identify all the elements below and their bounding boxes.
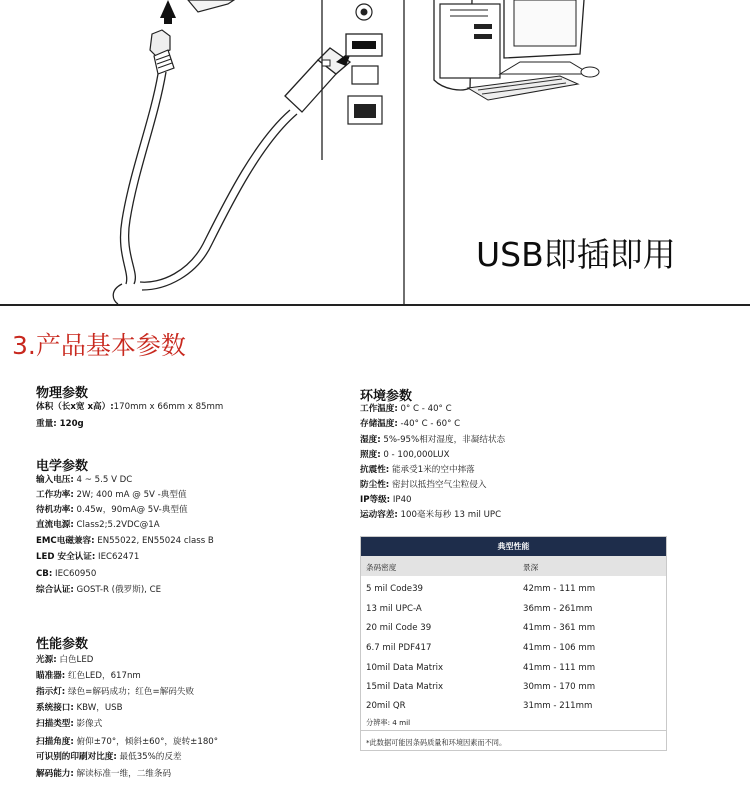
param-key: 直流电源: (36, 520, 74, 530)
table-row (361, 678, 666, 697)
param-key: 瞄准器: (36, 671, 66, 681)
environment-param-item (360, 451, 449, 460)
environment-param-item (360, 436, 505, 445)
param-value: 0.45w，90mA@ 5V-典型值 (73, 505, 188, 515)
density-cell: 13 mil UPC-A (366, 604, 422, 614)
performance-param-item (36, 720, 102, 729)
usb-plug-graphic (285, 48, 350, 112)
param-key: EMC电磁兼容: (36, 536, 95, 546)
environment-params-title: 环境参数 (360, 389, 413, 404)
footnote: *此数据可能因条码质量和环境因素而不同。 (366, 738, 507, 747)
column-header-depth: 景深 (523, 563, 539, 572)
param-key: CB: (36, 569, 53, 579)
depth-cell: 41mm - 361 mm (523, 623, 596, 633)
performance-params-title: 性能参数 (36, 637, 89, 652)
cable-graphic (113, 72, 297, 304)
param-value: 红色LED，617nm (65, 671, 141, 681)
environment-param-item (360, 511, 501, 520)
electrical-param-item (36, 476, 132, 485)
table-row (361, 697, 666, 716)
param-value: IEC60950 (52, 569, 97, 579)
param-value: IP40 (390, 495, 412, 505)
param-key: 运动容差: (360, 510, 398, 520)
param-value: Class2;5.2VDC@1A (73, 520, 160, 530)
table-row (361, 619, 666, 638)
electrical-param-item (36, 586, 161, 595)
environment-param-item (360, 420, 460, 429)
environment-param-item (360, 466, 475, 475)
param-value: 密封以抵挡空气尘粒侵入 (389, 480, 487, 490)
performance-param-item (36, 704, 123, 713)
performance-param-item (36, 688, 194, 697)
environment-param-item (360, 496, 412, 505)
depth-cell: 30mm - 170 mm (523, 682, 596, 692)
param-value: 5%-95%相对湿度，非凝结状态 (380, 435, 506, 445)
param-value: -40° C - 60° C (397, 419, 461, 429)
density-cell: 15mil Data Matrix (366, 682, 444, 692)
param-key: 体积（长x宽 x高）: (36, 402, 114, 412)
performance-param-item (36, 770, 171, 779)
pc-back-panel (322, 0, 404, 304)
electrical-param-item (36, 570, 96, 579)
param-value: 100毫米每秒 13 mil UPC (397, 510, 502, 520)
table-header-row (361, 556, 666, 576)
param-key: 解码能力: (36, 769, 74, 779)
table-row (361, 639, 666, 658)
table-row (361, 580, 666, 599)
param-key: 抗震性: (360, 465, 390, 475)
plug-in-arrow-icon (160, 0, 176, 24)
param-key: LED 安全认证: (36, 552, 96, 562)
param-value: 能承受1米的空中摔落 (389, 465, 475, 475)
param-key: 可识别的印刷对比度: (36, 752, 117, 762)
param-value: 绿色=解码成功；红色=解码失败 (65, 687, 195, 697)
param-value: 170mm x 66mm x 85mm (113, 402, 224, 412)
param-key: 工作温度: (360, 404, 398, 414)
environment-param-item (360, 405, 452, 414)
table-title: 典型性能 (361, 537, 666, 556)
param-key: 照度: (360, 450, 381, 460)
performance-param-item (36, 656, 93, 665)
param-value: 4 ~ 5.5 V DC (73, 475, 133, 485)
performance-param-item (36, 672, 141, 681)
param-value: 0° C - 40° C (397, 404, 452, 414)
electrical-param-item (36, 537, 214, 546)
typical-performance-table (360, 536, 667, 751)
param-key: IP等级: (360, 495, 391, 505)
depth-cell: 41mm - 106 mm (523, 643, 596, 653)
rj-connector-graphic (150, 30, 174, 74)
depth-cell: 42mm - 111 mm (523, 584, 596, 594)
environment-param-item (360, 481, 486, 490)
param-key: 光源: (36, 655, 57, 665)
depth-cell: 36mm - 261mm (523, 604, 593, 614)
section-heading: 3.产品基本参数 (12, 331, 186, 360)
param-value: KBW，USB (73, 703, 123, 713)
performance-param-item (36, 738, 218, 747)
param-key: 扫描类型: (36, 719, 74, 729)
param-value: 2W; 400 mA @ 5V -典型值 (73, 490, 187, 500)
physical-param-item (36, 420, 84, 429)
table-row (361, 659, 666, 678)
param-key: 扫描角度: (36, 737, 74, 747)
param-key: 存储温度: (360, 419, 398, 429)
column-header-density: 条码密度 (366, 563, 397, 572)
param-value: 0 - 100,000LUX (380, 450, 450, 460)
section-divider (0, 304, 750, 306)
param-key: 湿度: (360, 435, 381, 445)
param-key: 防尘性: (360, 480, 390, 490)
table-row (361, 600, 666, 619)
param-value: 白色LED (56, 655, 94, 665)
depth-cell: 41mm - 111 mm (523, 663, 596, 673)
electrical-param-item (36, 521, 160, 530)
density-cell: 6.7 mil PDF417 (366, 643, 432, 653)
density-cell: 20mil QR (366, 701, 406, 711)
param-value: GOST-R (俄罗斯), CE (73, 585, 162, 595)
usb-plug-and-play-title: USB即插即用 (476, 235, 676, 274)
electrical-param-item (36, 491, 187, 500)
param-value: 解读标准一维，二维条码 (73, 769, 172, 779)
param-value: EN55022, EN55024 class B (94, 536, 214, 546)
density-cell: 20 mil Code 39 (366, 623, 432, 633)
desktop-computer-graphic (434, 0, 599, 100)
param-value: 影像式 (73, 719, 103, 729)
electrical-param-item (36, 506, 188, 515)
param-key: 指示灯: (36, 687, 66, 697)
param-key: 重量: 120g (36, 419, 84, 429)
param-value: IEC62471 (95, 552, 140, 562)
param-key: 输入电压: (36, 475, 74, 485)
param-value: 俯仰±70°，倾斜±60°，旋转±180° (73, 737, 219, 747)
param-key: 工作功率: (36, 490, 74, 500)
physical-param-item (36, 403, 223, 412)
table-separator (361, 730, 666, 731)
electrical-param-item (36, 553, 139, 562)
electrical-params-title: 电学参数 (36, 459, 89, 474)
param-value: 最低35%的反差 (116, 752, 182, 762)
density-cell: 10mil Data Matrix (366, 663, 444, 673)
physical-params-title: 物理参数 (36, 386, 89, 401)
density-cell: 5 mil Code39 (366, 584, 424, 594)
param-key: 系统接口: (36, 703, 74, 713)
performance-param-item (36, 753, 182, 762)
param-key: 综合认证: (36, 585, 74, 595)
scanner-head-graphic (188, 0, 234, 12)
resolution-note: 分辨率: 4 mil (366, 718, 411, 727)
param-key: 待机功率: (36, 505, 74, 515)
depth-cell: 31mm - 211mm (523, 701, 593, 711)
